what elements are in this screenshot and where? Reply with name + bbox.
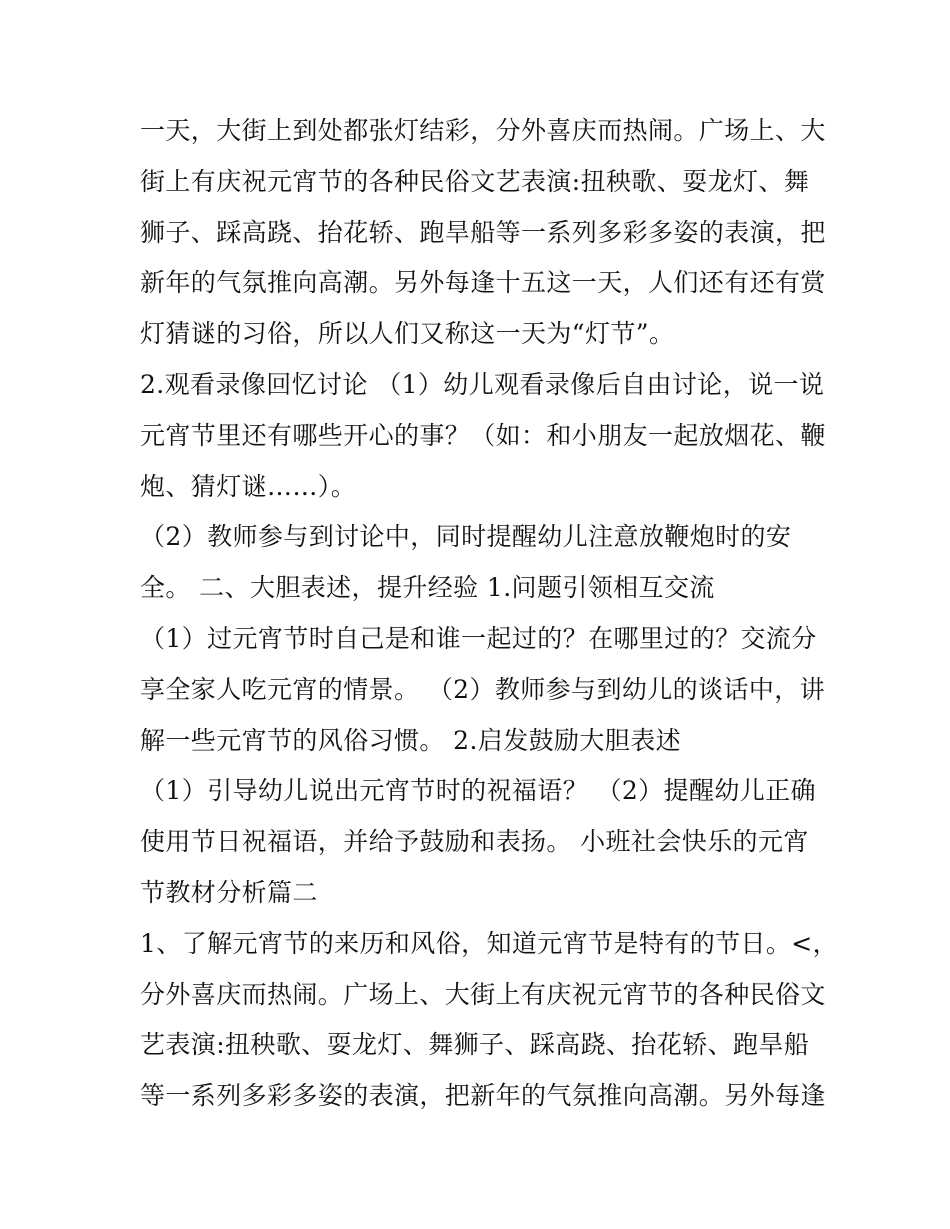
text-line: 分外喜庆而热闹。广场上、大街上有庆祝元宵节的各种民俗文: [140, 979, 826, 1009]
text-line: 新年的气氛推向高潮。另外每逢十五这一天，人们还有还有赏: [140, 268, 826, 298]
text-line: 艺表演:扭秧歌、耍龙灯、舞狮子、踩高跷、抬花轿、跑旱船: [140, 1030, 810, 1060]
text-line: 2.观看录像回忆讨论 （1）幼儿观看录像后自由讨论，说一说: [140, 369, 825, 399]
text-line: 享全家人吃元宵的情景。 （2）教师参与到幼儿的谈话中，讲: [140, 674, 826, 704]
text-line: 全。 二、大胆表述，提升经验 1.问题引领相互交流: [140, 573, 715, 603]
text-line: 等一系列多彩多姿的表演，把新年的气氛推向高潮。另外每逢: [140, 1081, 826, 1111]
text-line: 节教材分析篇二: [140, 877, 318, 907]
text-line: 街上有庆祝元宵节的各种民俗文艺表演:扭秧歌、耍龙灯、舞: [140, 166, 810, 196]
body-text: [140, 106, 839, 1122]
text-line: 灯猜谜的习俗，所以人们又称这一天为“灯节”。: [140, 319, 675, 349]
text-line: 使用节日祝福语，并给予鼓励和表扬。 小班社会快乐的元宵: [140, 827, 809, 857]
text-line: （1）过元宵节时自己是和谁一起过的？在哪里过的？交流分: [140, 623, 817, 653]
text-line: 1、了解元宵节的来历和风俗，知道元宵节是特有的节日。<，: [140, 928, 839, 958]
text-line: 狮子、踩高跷、抬花轿、跑旱船等一系列多彩多姿的表演，把: [140, 217, 826, 247]
text-line: 一天，大街上到处都张灯结彩，分外喜庆而热闹。广场上、大: [140, 116, 826, 145]
text-line: 解一些元宵节的风俗习惯。 2.启发鼓励大胆表述: [140, 725, 682, 755]
text-line: （1）引导幼儿说出元宵节时的祝福语？ （2）提醒幼儿正确: [140, 776, 816, 806]
text-line: （2）教师参与到讨论中，同时提醒幼儿注意放鞭炮时的安: [140, 522, 792, 552]
text-line: 元宵节里还有哪些开心的事？（如：和小朋友一起放烟花、鞭: [140, 420, 826, 450]
text-line: 炮、猜灯谜……）。: [140, 471, 357, 501]
